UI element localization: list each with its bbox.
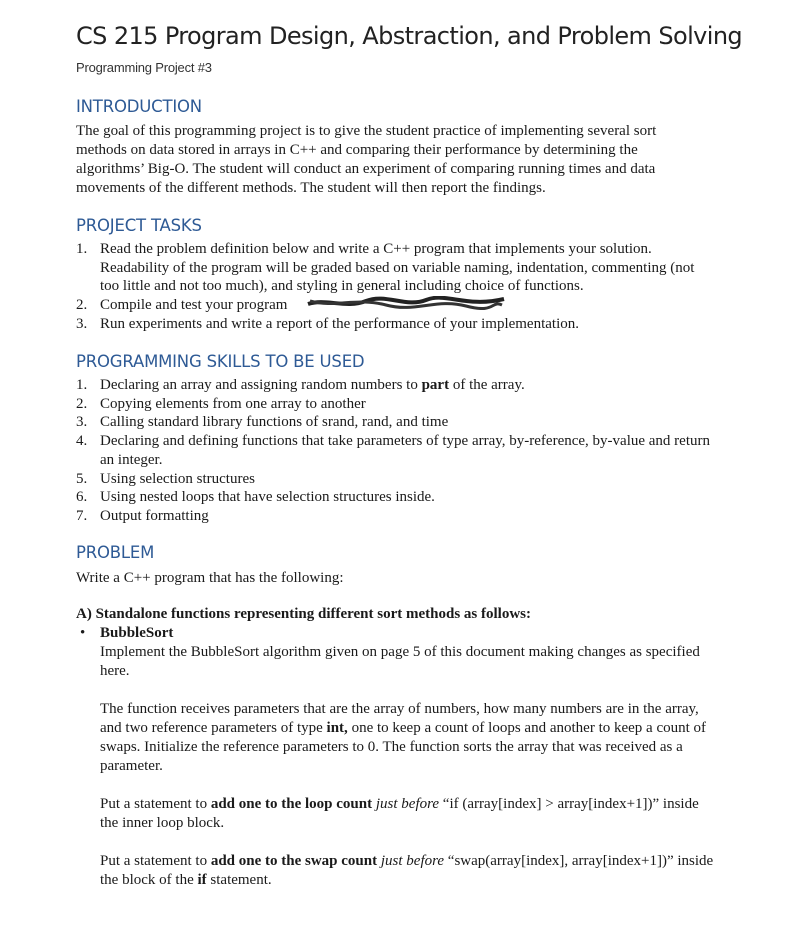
bubblesort-parameters: The function receives parameters that are the array of numbers, how many numbers are in the array, and two reference parameters of type int, one to keep a count of loops and another to keep a count of swaps. Initialize the reference parameters to 0. The function sorts the array that was received as a parameter. [100,701,707,774]
list-item: 1. Read the problem definition below and write a C++ program that implements your solution. Readability of the program will be graded based on variable naming, indentation, commenting (not too little and not too much), and styling in general including choice of functions. [76,241,695,295]
section-a-heading: A) Standalone functions representing different sort methods as follows: [76,606,532,622]
document-subtitle: Programming Project #3 [76,60,212,75]
problem-heading: PROBLEM [76,543,155,562]
project-tasks-heading: PROJECT TASKS [76,216,202,235]
skills-heading: PROGRAMMING SKILLS TO BE USED [76,352,365,371]
bullet-icon: • [80,625,86,641]
list-item: 1. Declaring an array and assigning random numbers to part of the array. [76,377,525,393]
skills-list [76,376,716,526]
swap-count-instruction: Put a statement to add one to the swap count just before “swap(array[index], array[index+1])” inside the block of the if statement. [100,853,714,888]
list-item: 3. Run experiments and write a report of the performance of your implementation. [76,315,580,332]
redaction-scribble [306,296,506,310]
bubblesort-title: BubbleSort [100,625,174,641]
document-title: CS 215 Program Design, Abstraction, and Problem Solving [76,22,743,50]
list-item: 6. Using nested loops that have selection structures inside. [76,489,435,506]
list-item: 2. Copying elements from one array to another [76,395,366,412]
problem-intro: Write a C++ program that has the following: [76,570,344,586]
bubblesort-item [76,624,716,890]
introduction-text: The goal of this programming project is to give the student practice of implementing several sort methods on data stored in arrays in C++ and comparing their performance by determining the algorithms’ Big-O. The student will conduct an experiment of comparing running times and data movements of the different methods. The student will then report the findings. [76,123,657,196]
list-item: 3. Calling standard library functions of srand, rand, and time [76,414,449,431]
introduction-heading: INTRODUCTION [76,97,202,116]
list-item: 5. Using selection structures [76,470,255,487]
loop-count-instruction: Put a statement to add one to the loop count just before “if (array[index] > array[index+1])” inside the inner loop block. [100,796,699,831]
project-tasks-list [76,240,716,334]
bubblesort-description: Implement the BubbleSort algorithm given on page 5 of this document making changes as specified here. [100,644,700,679]
list-item: 7. Output formatting [76,507,209,524]
list-item: 2. Compile and test your program [76,297,288,314]
list-item: 4. Declaring and defining functions that take parameters of type array, by-reference, by-value and return an integer. [76,433,710,468]
